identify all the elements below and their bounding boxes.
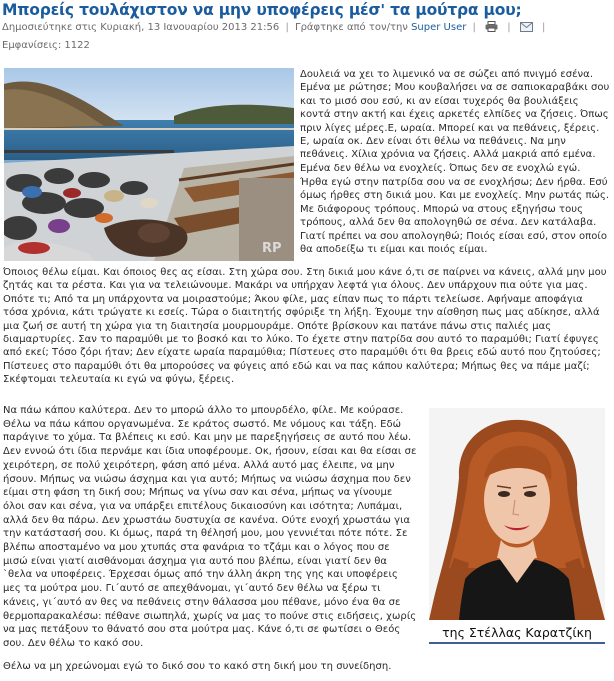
- meta-separator: |: [472, 22, 476, 33]
- author-portrait-photo: [429, 408, 605, 620]
- photo-watermark: RP: [262, 241, 282, 256]
- article-meta: [2, 20, 610, 54]
- views-count: 1122: [64, 40, 90, 51]
- article-title: Μπορείς τουλάχιστον να μην υποφέρεις μέσ' τα μούτρα μου;: [2, 1, 522, 19]
- author-prefix: Γράφτηκε από τον/την: [295, 22, 408, 33]
- published-date: Δημοσιεύτηκε στις Κυριακή, 13 Ιανουαρίου 2013 21:56: [2, 22, 280, 33]
- paragraph-1: Δουλειά να χει το λιμενικό να σε σώζει από πνιγμό εσένα. Εμένα με ρώτησε; Μου κουβαλήσει να σε σαπιοκαραβάκι σου και το μισό σου εσύ, κι αν είσαι τυχερός θα βουλιάξεις κοντά στην ακτή και έχεις αρκετές ελπίδες να ζήσεις. Όπως πριν λίγες μέρες.Ε, ωραία. Μπορεί και να πεθάνεις, ξέρεις. Ε, ωραία οκ. Δεν είναι ότι θέλω να πεθάνεις. Να μην πεθάνεις. Χίλια χρόνια να ζήσεις. Αλλά μακριά από εμένα. Εμένα δεν θέλω να ενοχλείς. Όπως δεν σε ενοχλώ εγώ.: [300, 69, 610, 174]
- meta-separator: |: [542, 22, 546, 33]
- views-label: Εμφανίσεις:: [2, 40, 62, 51]
- meta-separator: |: [285, 22, 289, 33]
- paragraph-2: Ήρθα εγώ στην πατρίδα σου να σε ενοχλήσω; Δεν ήρθα. Εσύ όμως ήρθες στη δικιά μου. Και με ενοχλείς. Μην ρωτάς πώς. Με διάφορους τρόπους. Μπορώ να στους εξηγήσω τους τρόπους, αλλά δεν θα απολογηθώ σε σένα. Δεν κατάλαβα. Γιατί πρέπει να σου απολογηθώ; Ποιός είσαι εσύ, στον οποίο θα αποδείξω τι είμαι και ποιός είμαι.: [300, 177, 610, 256]
- print-icon[interactable]: [485, 21, 498, 38]
- paragraph-3: Όποιος θέλω είμαι. Και όποιος θες ας είσαι. Στη χώρα σου. Στη δικιά μου κάνε ό,τι σε παίρνει να κάνεις, αλλά μην μου ζητάς και τα ρέστα. Και για να τελειώνουμε. Μακάρι να υπήρχαν λεφτά για όλους. Δεν υπάρχουν πια ούτε για μας. Οπότε τι; Από τα μη υπάρχοντα να μοιραστούμε; Άκου φίλε, μας είπαν πως το πάρτι τελείωσε. Αφήναμε αποφάγια τόσα χρόνια, κάτι τρώγατε κι εσείς. Τώρα ο διαιτητής σφύριξε τη λήξη. Έχουμε την αίσθηση πως μας αδίκησε, αλλά μια ζωή σε αυτή τη χώρα για τη διαιτησία μουρμουράμε. Οπότε βρίσκουν και πατάνε πάνω στις παλιές μας διαμαρτυρίες. Σαν το παραμύθι με το βοσκό και το λύκο. Το έχετε στην πατρίδα σου αυτό το παραμύθι; Γιατί έφυγες από εκεί; Τόσο ζόρι ήταν; Δεν είχατε ωραία παραμύθια; Πίστευες στο παραμύθι ότι θα βρεις εδώ αυτό που ζητούσες; Πίστευες στο παραμύθι ότι θα μπορούσες να φύγεις από εδώ και να πας κάπου καλύτερα; Μήπως θες να πάμε μαζί; Σκέφτομαι τελευταία κι εγώ να φύγω, ξέρεις.: [3, 267, 607, 386]
- paragraph-4: Να πάω κάπου καλύτερα. Δεν το μπορώ άλλο το μπουρδέλο, φίλε. Με κούρασε. Θέλω να πάω κάπου οργανωμένα. Σε κράτος σωστό. Με νόμους και τάξη. Εδώ παράγινε το χύμα. Τα βλέπεις κι εσύ. Και μην με παρεξηγήσεις σε αυτό που λέω. Δεν εννοώ ότι ίδια περνάμε και ίδια υποφέρουμε. Οκ, ήσουν, είσαι και θα είσαι σε χειρότερη, σε πολύ χειρότερη, φάση από μένα. Αλλά αυτό μας έλειπε, να μην ήσουν. Μήπως να νιώσω άσχημα και για αυτό; Μήπως να νιώσω άσχημα που δεν είμαι στη φάση τη δική σου; Μήπως να γίνω σαν και σένα, μήπως να γίνουμε όλοι σαν και σένα, για να υπάρξει επιτέλους δικαιοσύνη και ισότητα; Λυπάμαι, αλλά δεν θα πάρω. Δεν χρωστάω δυστυχία σε κανένα. Ούτε ενοχή χρωστάω για την κατάστασή σου. Κι όμως, παρά τη θέλησή μου, μου γεννιέται πότε πότε. Σε βλέπω αποσταμένο να μου χτυπάς στα φανάρια το τζάμι και ο λόγος που σε μισώ είναι γιατί αισθάνομαι άσχημα για αυτό που βλέπω, είναι γιατί δεν θα `θελα να υποφέρεις. Έρχεσαι όμως από την άλλη άκρη της γης και υποφέρεις μες τα μούτρα μου. Γι΄αυτό σε απεχθάνομαι, γι΄αυτό δεν θέλω να ξέρω τι κάνεις, γι΄αυτό αν θες να πεθάνεις στην θάλασσα μου πέθανε, μόνο ένα θα σε θερμοπαρακαλέσω: πέθανε σιωπηλά, χωρίς να μας το πούνε στις ειδήσεις, χωρίς να μας πετάξουν το θάνατό σου στα μούτρα μας. Κάνε ό,τι σε φωτίσει ο Θεός σου. Δεν θέλω το κακό σου.: [3, 405, 417, 649]
- email-icon[interactable]: [520, 22, 533, 38]
- boat-migrants-photo: [4, 68, 294, 261]
- paragraph-5: Θέλω να μη χρεώνομαι εγώ το δικό σου το κακό στη δική μου τη συνείδηση.: [3, 661, 392, 672]
- author-link[interactable]: Super User: [411, 22, 467, 33]
- author-caption: της Στέλλας Καρατζίκη: [429, 622, 605, 644]
- meta-separator: |: [507, 22, 511, 33]
